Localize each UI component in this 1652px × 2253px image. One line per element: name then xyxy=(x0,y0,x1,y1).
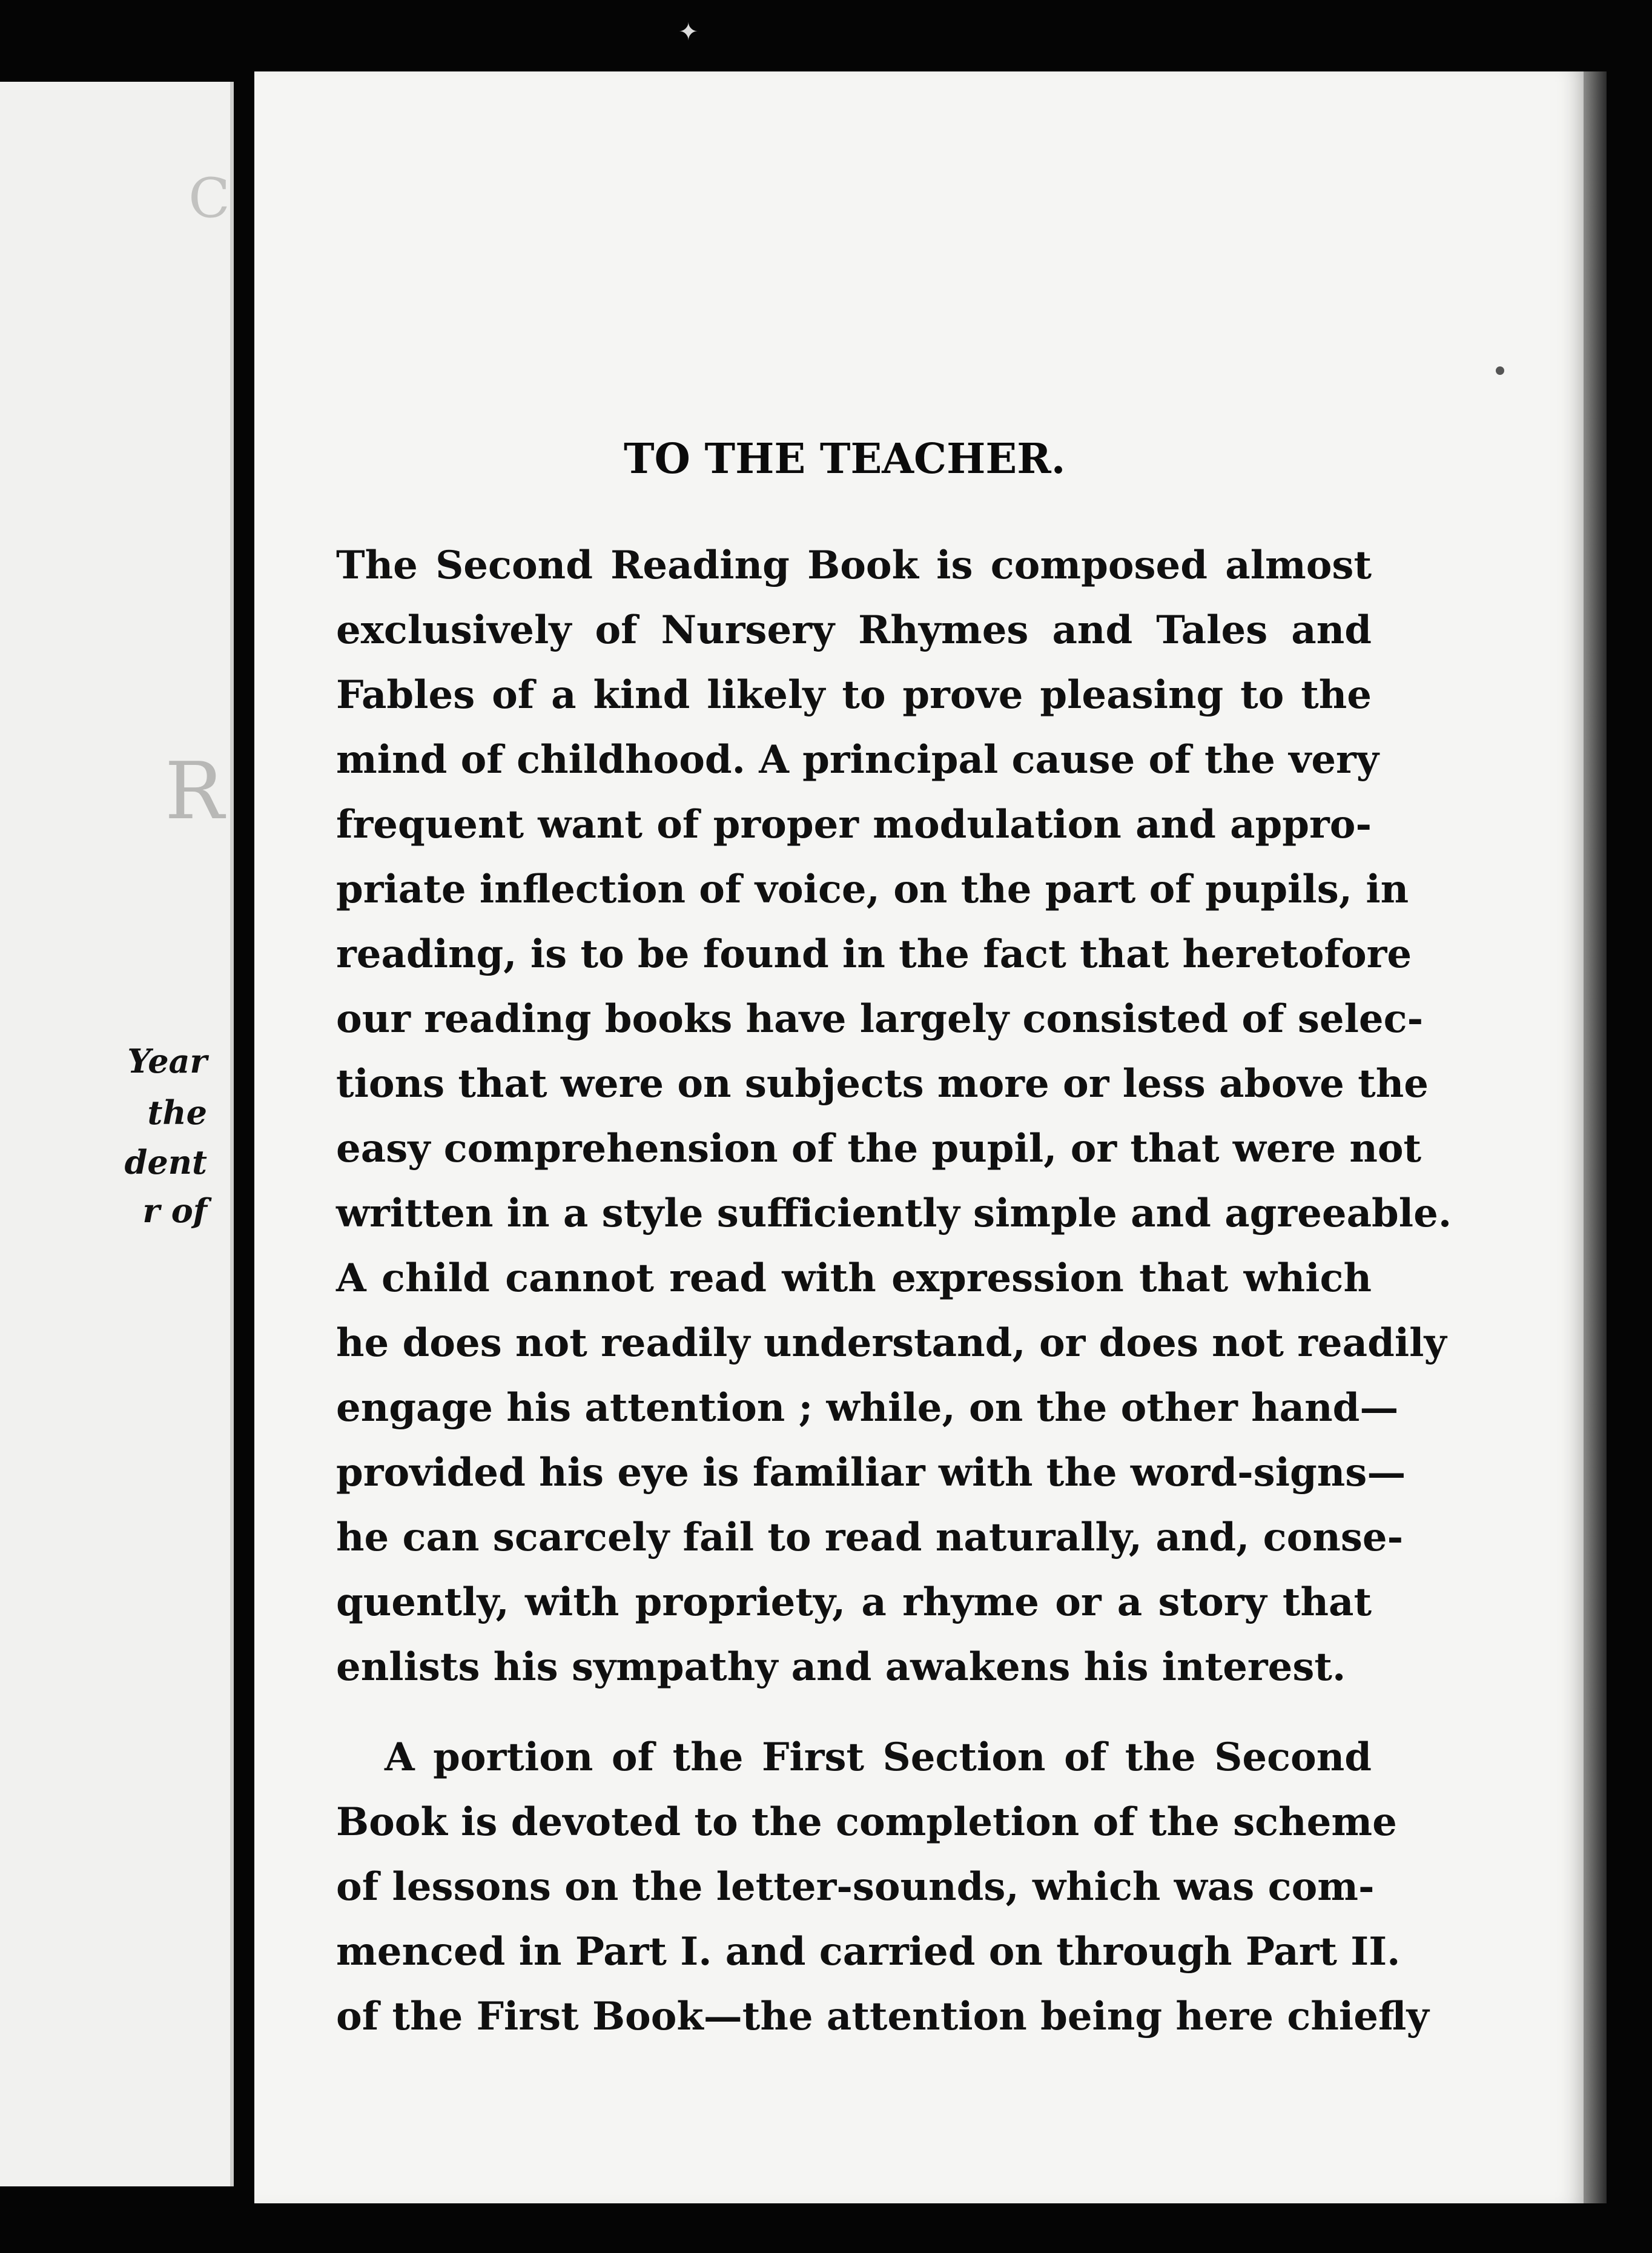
text-line: menced in Part I. and carried on through Part II. xyxy=(336,1929,1401,1974)
text-line: A child cannot read with expression that which xyxy=(336,1256,1372,1301)
text-line: our reading books have largely consisted of selec- xyxy=(336,996,1424,1042)
left-page-fragment: the xyxy=(147,1093,207,1132)
text-line: mind of childhood. A principal cause of the very xyxy=(336,737,1379,782)
text-line: of the First Book—the attention being here chiefly xyxy=(336,1994,1429,2039)
text-line: engage his attention ; while, on the other hand— xyxy=(336,1385,1399,1431)
page-title: TO THE TEACHER. xyxy=(624,435,1066,483)
text-line: quently, with propriety, a rhyme or a story that xyxy=(336,1580,1372,1625)
page-edge-shadow xyxy=(1584,71,1607,2203)
left-page-bleed-letter: C xyxy=(188,167,230,230)
ink-speck xyxy=(1496,366,1504,375)
left-facing-page xyxy=(0,82,234,2186)
text-line: reading, is to be found in the fact that heretofore xyxy=(336,931,1412,977)
text-line: written in a style sufficiently simple and agreeable. xyxy=(336,1191,1452,1236)
text-line: priate inflection of voice, on the part of pupils, in xyxy=(336,867,1409,912)
text-line: of lessons on the letter-sounds, which was com- xyxy=(336,1864,1375,1910)
text-line: exclusively of Nursery Rhymes and Tales and xyxy=(336,607,1372,653)
left-page-bleed-letters: R xyxy=(165,745,224,837)
text-line: provided his eye is familiar with the word-signs— xyxy=(336,1450,1406,1495)
text-line: easy comprehension of the pupil, or that were not xyxy=(336,1126,1422,1171)
text-line: he can scarcely fail to read naturally, and, conse- xyxy=(336,1515,1404,1560)
text-line: Fables of a kind likely to prove pleasing to the xyxy=(336,672,1372,718)
text-line: tions that were on subjects more or less above the xyxy=(336,1061,1429,1107)
left-page-fragment: dent xyxy=(124,1143,207,1182)
text-line: Book is devoted to the completion of the scheme xyxy=(336,1799,1397,1845)
left-page-fragment: Year xyxy=(127,1042,207,1080)
text-line: A portion of the First Section of the Second xyxy=(385,1735,1372,1780)
text-line: frequent want of proper modulation and appro- xyxy=(336,802,1372,847)
body-text xyxy=(336,533,1452,2049)
text-line: enlists his sympathy and awakens his interest. xyxy=(336,1644,1346,1690)
left-page-fragment: r of xyxy=(142,1191,207,1230)
text-line: he does not readily understand, or does not readily xyxy=(336,1320,1447,1366)
top-edge-mark: ✦ xyxy=(678,18,699,46)
text-line: The Second Reading Book is composed almost xyxy=(336,543,1372,588)
